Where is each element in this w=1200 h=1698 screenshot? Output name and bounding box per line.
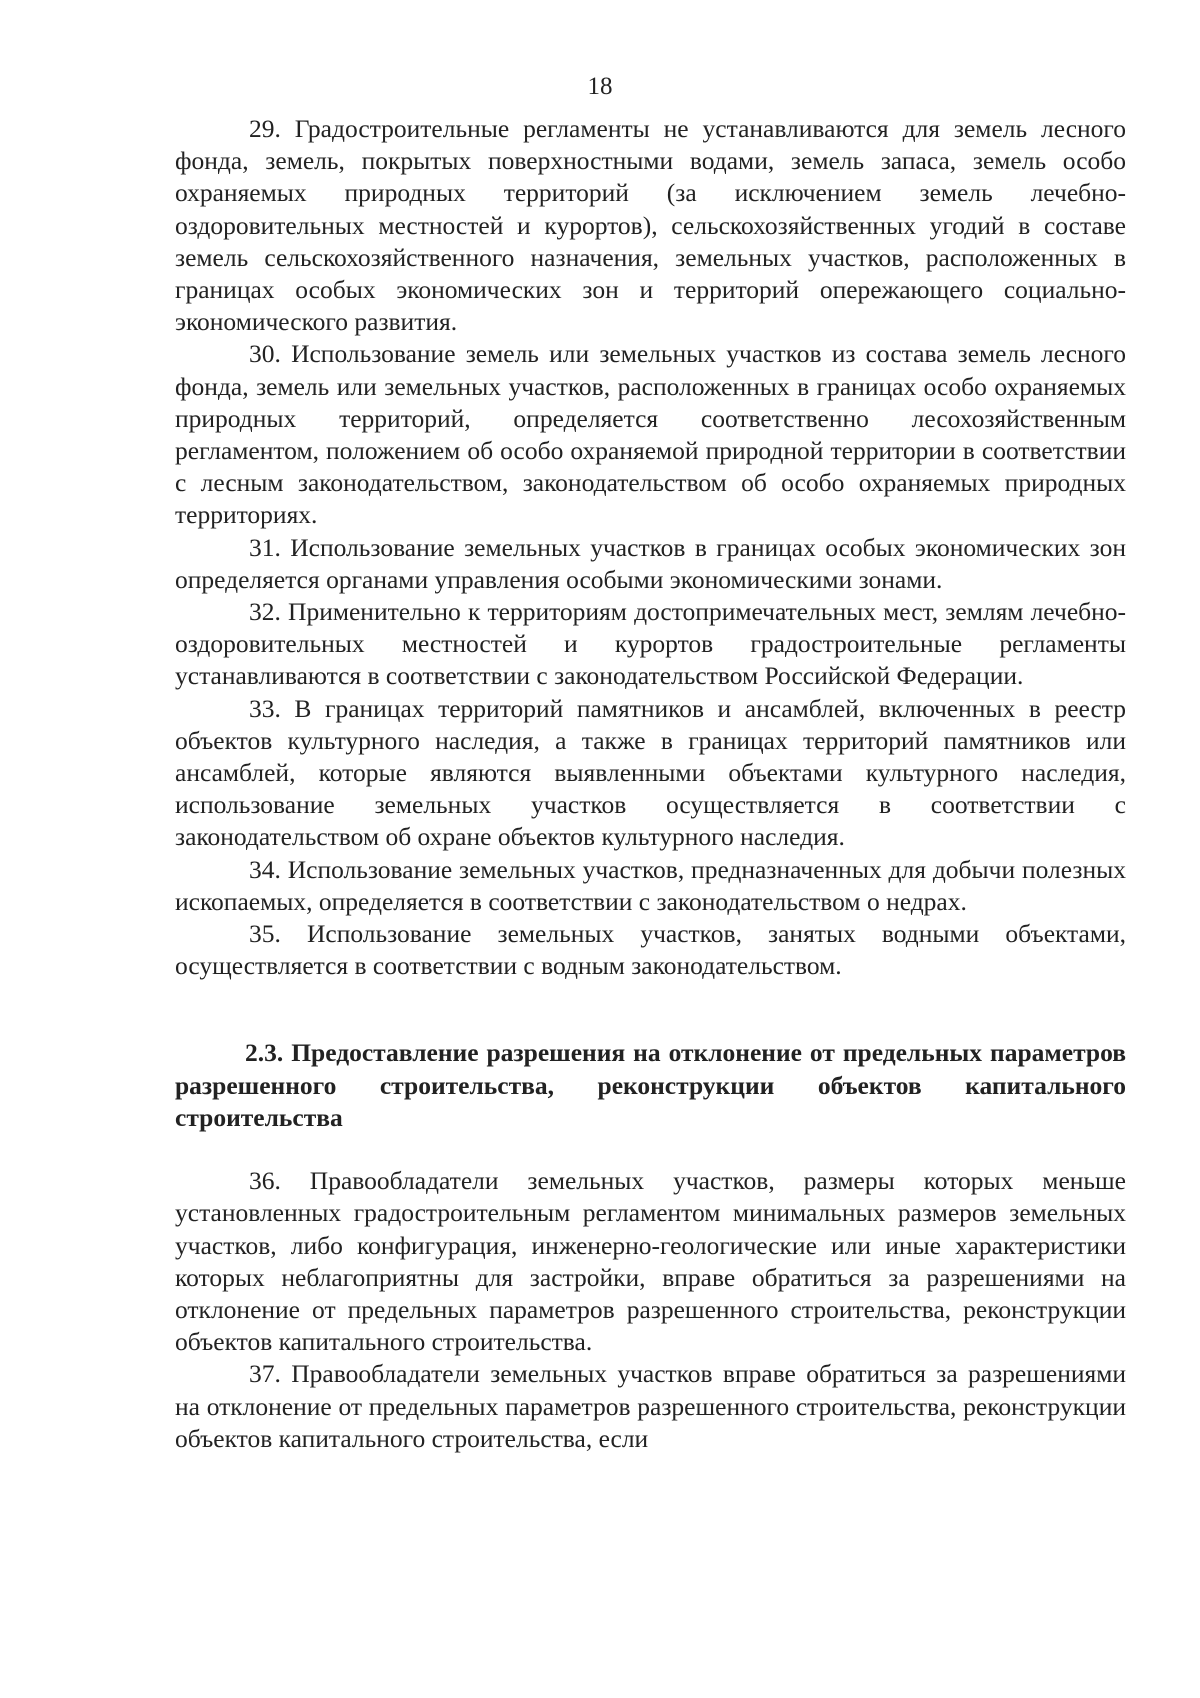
paragraph-35: 35. Использование земельных участков, занятых водными объектами, осуществляется в соответствии с водным законодательством. [175, 919, 1126, 981]
paragraph-37: 37. Правообладатели земельных участков вправе обратиться за разрешениями на отклонение от предельных параметров разрешенного строительства, реконструкции объектов капитального строительства, если [175, 1359, 1126, 1453]
page-number: 18 [587, 73, 613, 100]
paragraph-31: 31. Использование земельных участков в границах особых экономических зон определяется органами управления особыми экономическими зонами. [175, 532, 1126, 594]
paragraph-29: 29. Градостроительные регламенты не устанавливаются для земель лесного фонда, земель, покрытых поверхностными водами, земель запаса, земель особо охраняемых природных территорий (за исключением земель лечебно-оздоровительных местностей и курортов), сельскохозяйственных угодий в составе земель сельскохозяйственного назначения, земельных участков, расположенных в границах особых экономических зон и территорий опережающего социально-экономического развития. [175, 114, 1126, 337]
section-heading: 2.3. Предоставление разрешения на отклонение от предельных параметров разрешенного строительства, реконструкции объектов капитального строительства [175, 1038, 1126, 1132]
document-body [175, 113, 1126, 1455]
paragraph-33: 33. В границах территорий памятников и ансамблей, включенных в реестр объектов культурного наследия, а также в границах территорий памятников или ансамблей, которые являются выявленными объектами культурного наследия, использование земельных участков осуществляется в соответствии с законодательством об охране объектов культурного наследия. [175, 693, 1126, 852]
paragraph-36: 36. Правообладатели земельных участков, размеры которых меньше установленных градостроительным регламентом минимальных размеров земельных участков, либо конфигурация, инженерно-геологические или иные характеристики которых неблагоприятны для застройки, вправе обратиться за разрешениями на отклонение от предельных параметров разрешенного строительства, реконструкции объектов капитального строительства. [175, 1166, 1126, 1357]
paragraph-34: 34. Использование земельных участков, предназначенных для добычи полезных ископаемых, определяется в соответствии с законодательством о недрах. [175, 854, 1126, 916]
paragraph-30: 30. Использование земель или земельных участков из состава земель лесного фонда, земель или земельных участков, расположенных в границах особо охраняемых природных территорий, определяется соответственно лесохозяйственным регламентом, положением об особо охраняемой природной территории в соответствии с лесным законодательством, законодательством об особо охраняемых природных территориях. [175, 339, 1126, 530]
paragraph-32: 32. Применительно к территориям достопримечательных мест, землям лечебно-оздоровительных местностей и курортов градостроительные регламенты устанавливаются в соответствии с законодательством Российской Федерации. [175, 597, 1126, 691]
